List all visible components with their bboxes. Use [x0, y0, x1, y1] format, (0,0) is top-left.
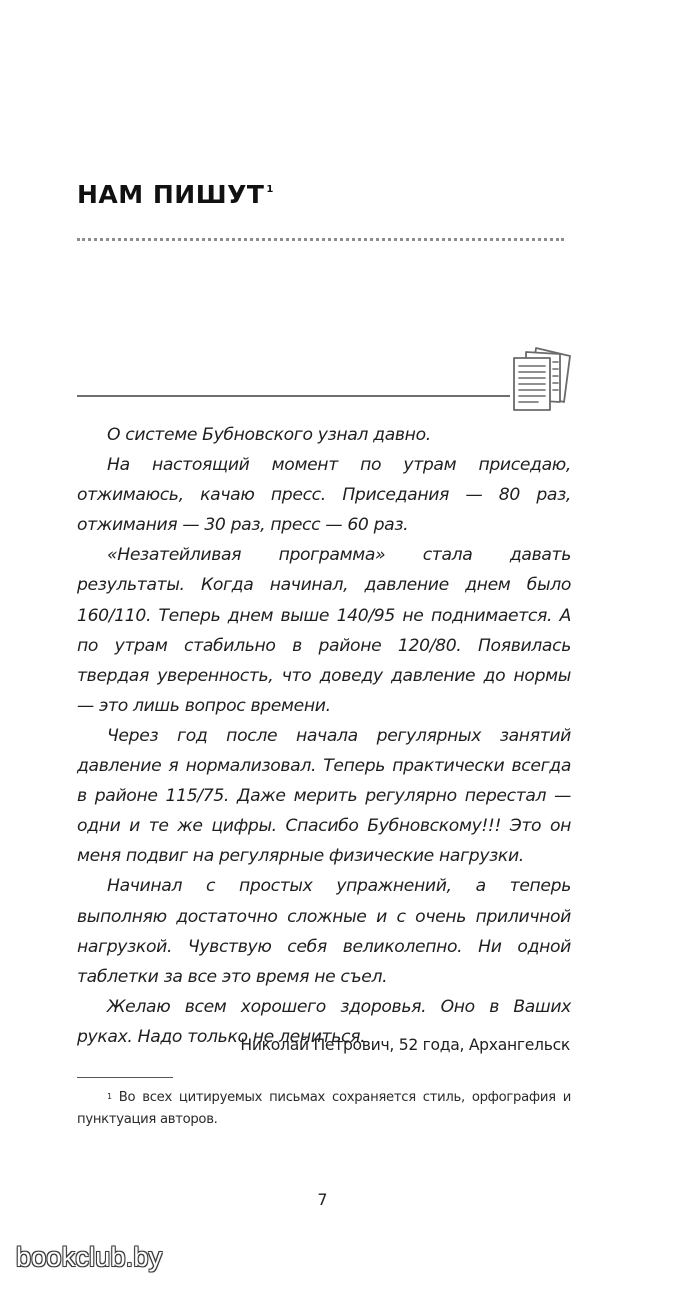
footnote-text: Во всех цитируемых письмах сохраняется стиль, орфография и пунктуация авторов.	[77, 1090, 571, 1127]
letter-paragraph: «Незатейливая программа» стала давать результаты. Когда начинал, давление днем было 160/110. Теперь днем выше 140/95 не поднимается. А по утрам стабильно в районе 120/80. Появилась твердая уверенность, что доведу давление до нормы — это лишь вопрос времени.	[77, 545, 571, 716]
letter-paragraph: На настоящий момент по утрам приседаю, отжимаюсь, качаю пресс. Приседания — 80 раз, отжимания — 30 раз, пресс — 60 раз.	[77, 455, 571, 536]
letter-signature: Николай Петрович, 52 года, Архангельск	[240, 1036, 570, 1054]
letter-body	[77, 420, 571, 1052]
heading-footnote-mark: 1	[266, 184, 274, 195]
dotted-divider	[77, 238, 564, 241]
letter-paragraph: О системе Бубновского узнал давно.	[107, 425, 431, 445]
letter-divider	[77, 395, 510, 397]
heading-title: НАМ ПИШУТ	[77, 180, 265, 209]
letter-paragraph: Через год после начала регулярных занятий давление я нормализовал. Теперь практически всегда в районе 115/75. Даже мерить регулярно перестал — одни и те же цифры. Спасибо Бубновскому!!! Это он меня подвиг на регулярные физические нагрузки.	[77, 725, 571, 867]
footnote-divider	[77, 1077, 173, 1078]
watermark: bookclub.by	[16, 1242, 163, 1272]
footnote	[77, 1087, 571, 1131]
stacked-papers-icon	[508, 342, 574, 414]
letter-paragraph: Начинал с простых упражнений, а теперь выполняю достаточно сложные и с очень приличной нагрузкой. Чувствую себя великолепно. Ни одной таблетки за все это время не съел.	[77, 876, 571, 987]
page-heading	[77, 180, 272, 209]
footnote-mark: 1	[107, 1092, 112, 1101]
letter-paragraph: Желаю всем хорошего здоровья. Оно в Ваших руках. Надо только не лениться.	[77, 996, 571, 1047]
page-number: 7	[317, 1190, 328, 1209]
